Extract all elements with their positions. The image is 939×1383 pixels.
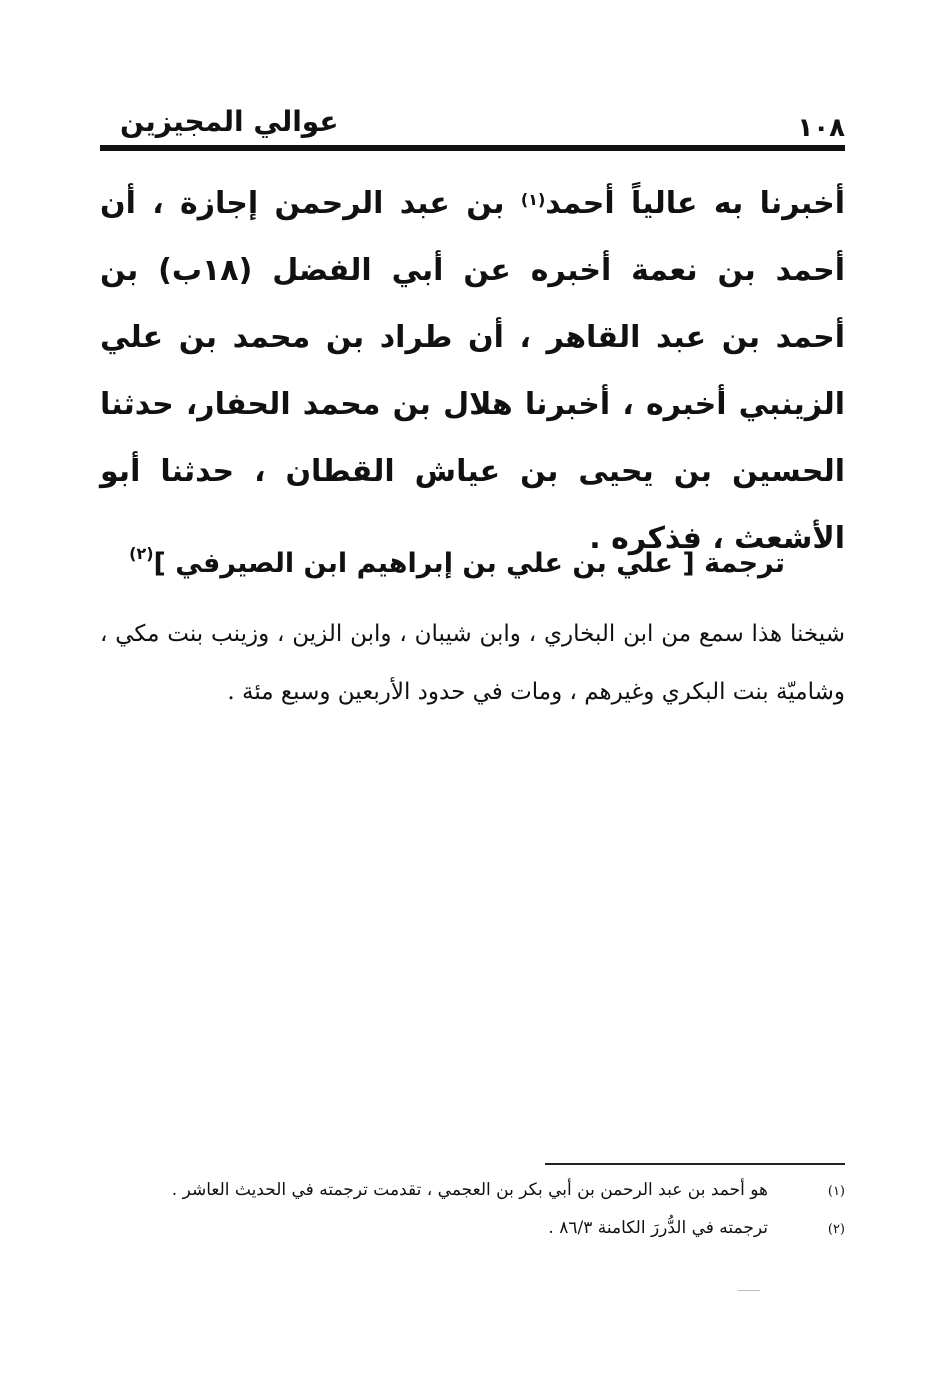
page-header	[100, 105, 845, 145]
footnote-rule	[545, 1163, 845, 1165]
biography-heading	[100, 544, 845, 579]
header-rule	[100, 145, 845, 151]
page-number: ١٠٨	[797, 113, 845, 143]
footnote-text: هو أحمد بن عبد الرحمن بن أبي بكر بن العجمي ، تقدمت ترجمته في الحديث العاشر .	[171, 1180, 768, 1200]
running-title: عوالي المجيزين	[120, 105, 339, 138]
biography-title: ترجمة [ علي بن علي بن إبراهيم ابن الصيرفي ]	[153, 548, 785, 579]
footnote-number: (٢)	[827, 1222, 845, 1237]
scan-mark	[738, 1290, 760, 1291]
hadith-chain-text	[100, 170, 845, 572]
footnote-ref-2: (٢)	[129, 544, 154, 563]
footnotes	[100, 1180, 845, 1256]
footnote	[100, 1218, 845, 1256]
biography-text: شيخنا هذا سمع من ابن البخاري ، وابن شيبان ، وابن الزين ، وزينب بنت مكي ، وشاميّة بنت البكري وغيرهم ، ومات في حدود الأربعين وسبع مئة .	[100, 621, 845, 705]
main-text-part-1: أخبرنا به عالياً أحمد	[545, 186, 846, 221]
main-text-part-2: بن عبد الرحمن إجازة ، أن أحمد بن نعمة أخبره عن أبي الفضل (١٨ب) بن أحمد بن عبد القاهر ، أن طراد بن محمد بن علي الزينبي أخبره ، أخبرنا هلال بن محمد الحفار، حدثنا الحسين بن يحيى بن عياش القطان ، حدثنا أبو الأشعث ، فذكره .	[100, 186, 845, 556]
footnote-ref-1: (١)	[520, 190, 546, 209]
footnote-number: (١)	[827, 1184, 845, 1199]
footnote-text: ترجمته في الدُّررَ الكامنة ٨٦/٣ .	[548, 1218, 768, 1238]
footnote	[100, 1180, 845, 1218]
